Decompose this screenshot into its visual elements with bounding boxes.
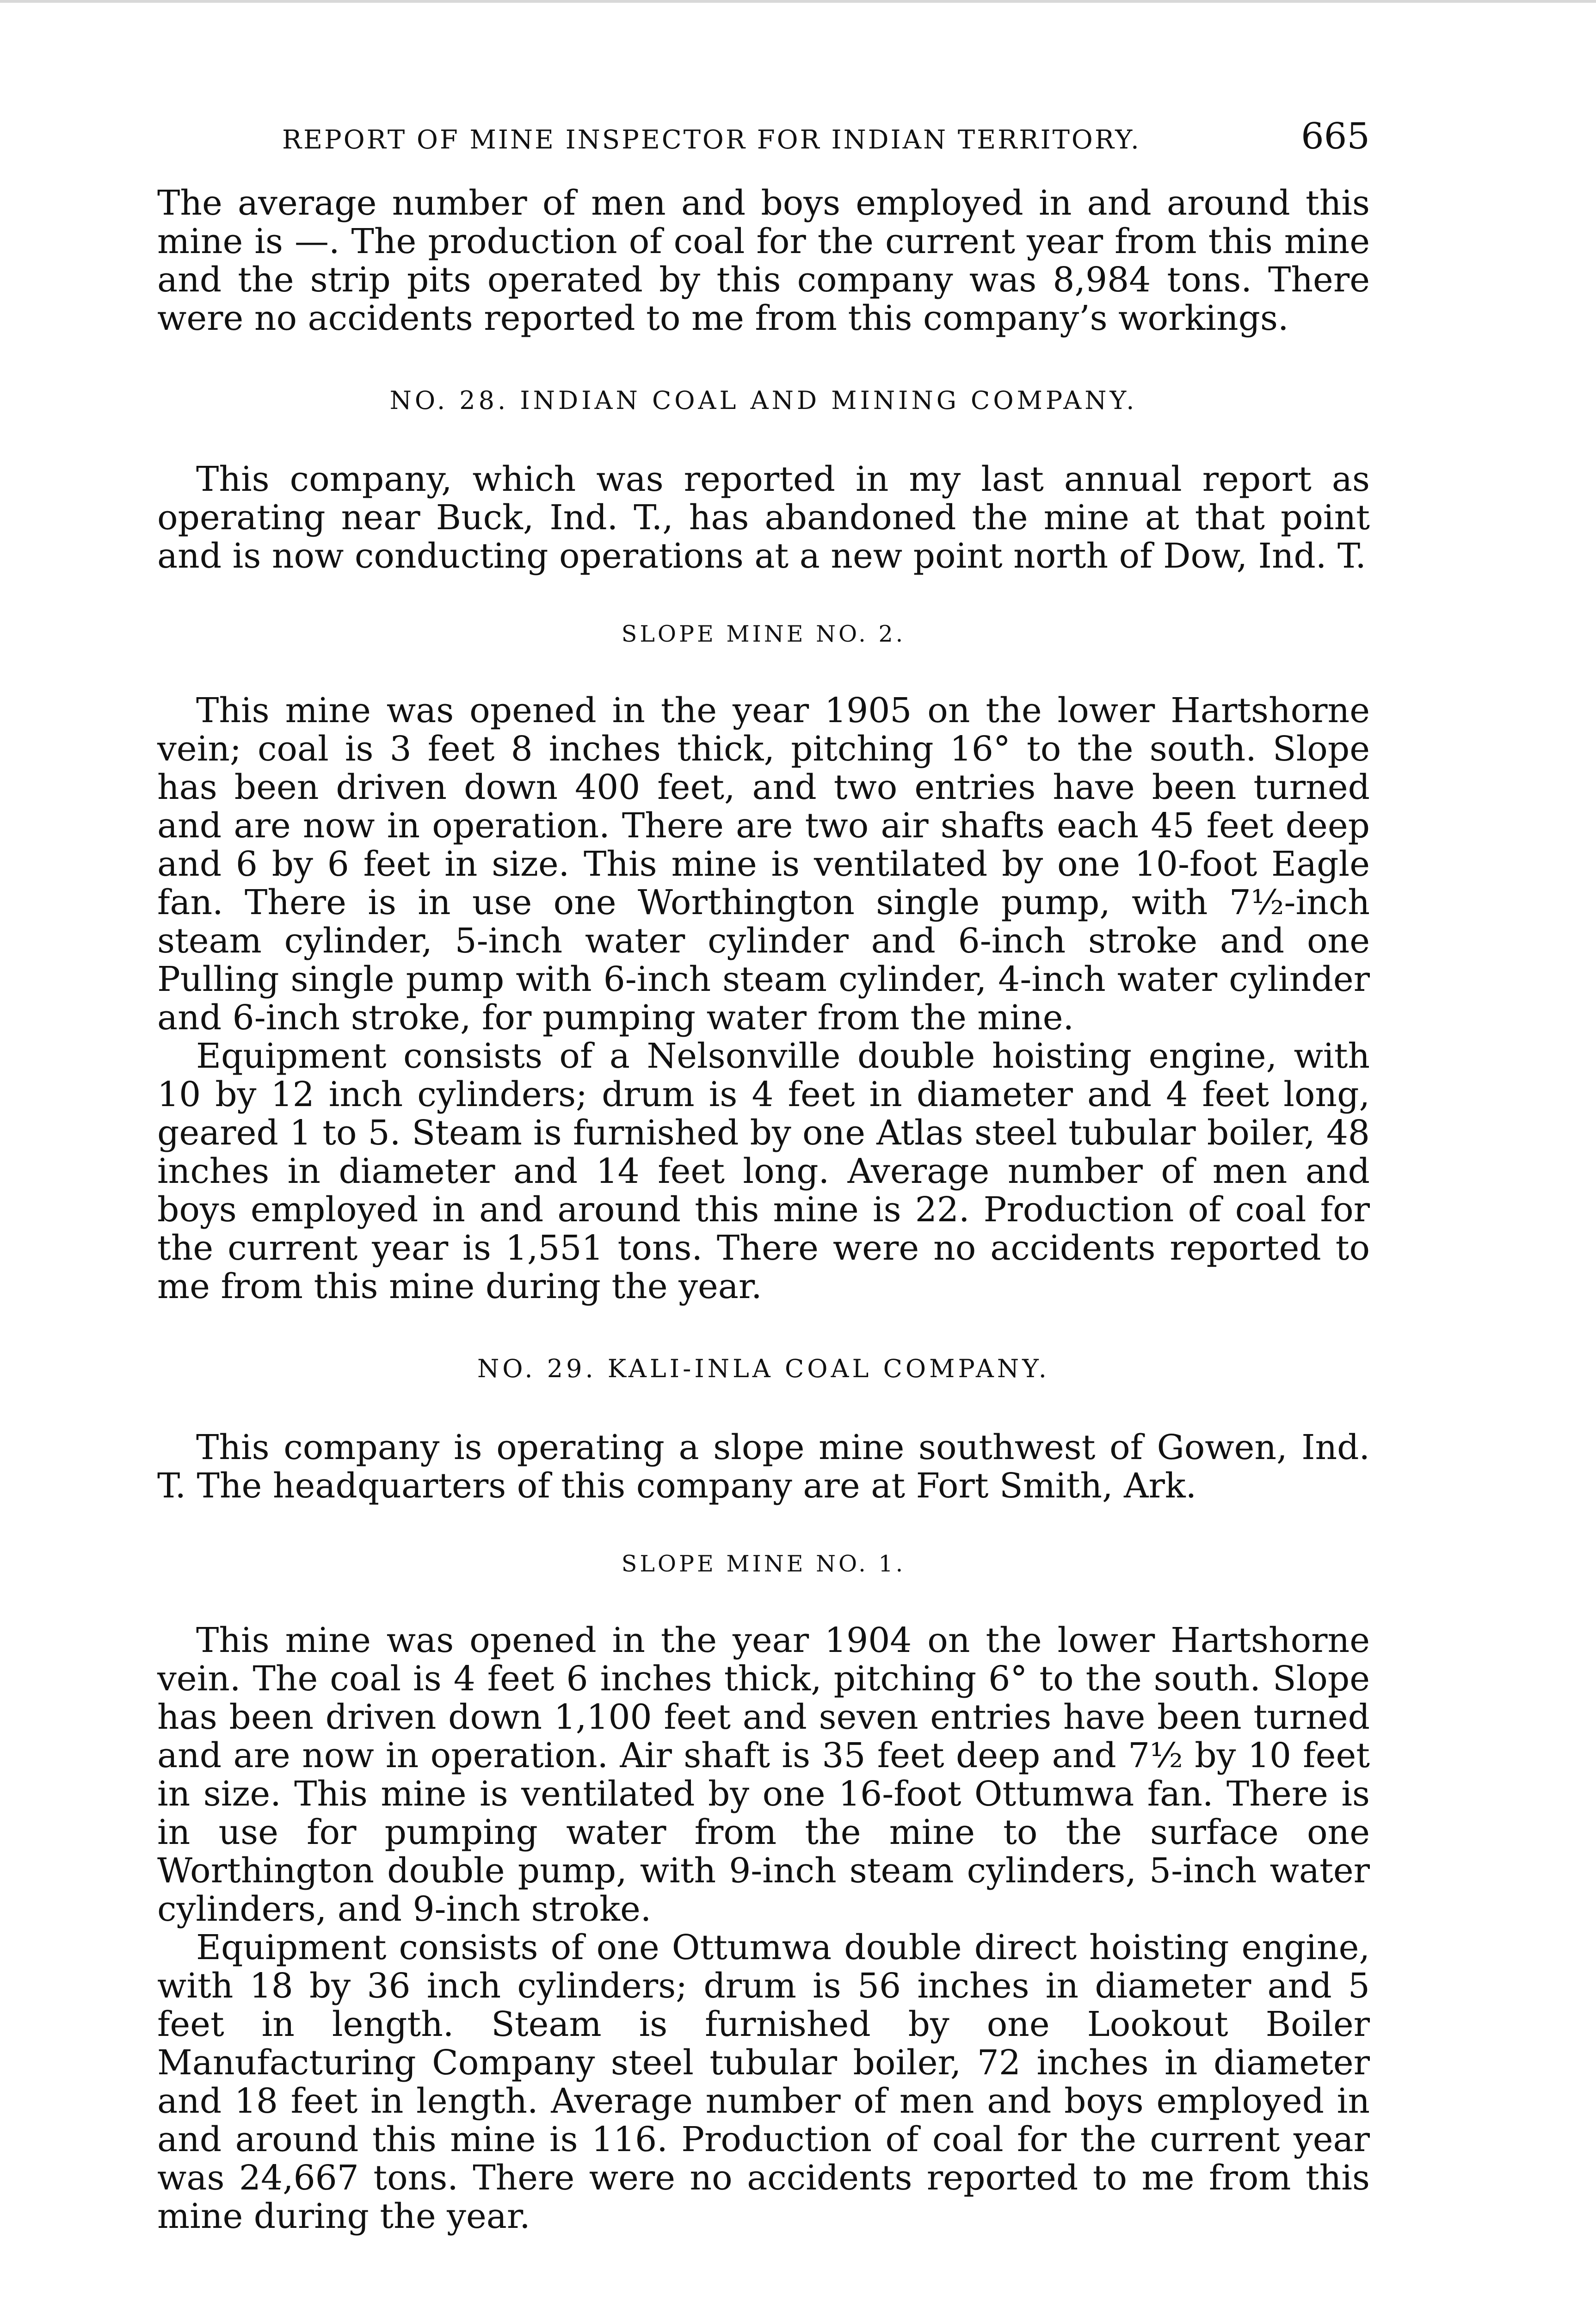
intro-paragraph: The average number of men and boys employed in and around this mine is —. The production of coal for the current year from this mine and the strip pits operated by this company was 8,984 tons. There were no accidents reported to me from this company’s workings.	[157, 183, 1370, 338]
page-header	[157, 111, 1370, 167]
company-28-title: NO. 28. INDIAN COAL AND MINING COMPANY.	[389, 386, 1138, 415]
scan-border-line	[0, 0, 1596, 3]
page-content	[157, 111, 1370, 2236]
company-29-paragraph: This company is operating a slope mine southwest of Gowen, Ind. T. The headquarters of this company are at Fort Smith, Ark.	[157, 1428, 1370, 1506]
slope-mine-1-title: SLOPE MINE NO. 1.	[621, 1551, 906, 1577]
company-29-title: NO. 29. KALI-INLA COAL COMPANY.	[477, 1354, 1050, 1383]
slope-mine-2-paragraph-1: This mine was opened in the year 1905 on the lower Hartshorne vein; coal is 3 feet 8 inches thick, pitching 16° to the south. Slope has been driven down 400 feet, and two entries have been turned and are now in operation. There are two air shafts each 45 feet deep and 6 by 6 feet in size. This mine is ventilated by one 10-foot Eagle fan. There is in use one Worthington single pump, with 7½-inch steam cylinder, 5-inch water cylinder and 6-inch stroke and one Pulling single pump with 6-inch steam cylinder, 4-inch water cylinder and 6-inch stroke, for pumping water from the mine.	[157, 691, 1370, 1038]
page-number: 665	[1301, 116, 1370, 157]
running-head: REPORT OF MINE INSPECTOR FOR INDIAN TERRITORY.	[282, 125, 1141, 155]
slope-mine-1-paragraph-2: Equipment consists of one Ottumwa double direct hoisting engine, with 18 by 36 inch cylinders; drum is 56 inches in diameter and 5 feet in length. Steam is furnished by one Lookout Boiler Manufacturing Company steel tubular boiler, 72 inches in diameter and 18 feet in length. Average number of men and boys employed in and around this mine is 116. Production of coal for the current year was 24,667 tons. There were no accidents reported to me from this mine during the year.	[157, 1928, 1370, 2236]
slope-mine-1-paragraph-1: This mine was opened in the year 1904 on the lower Hartshorne vein. The coal is 4 feet 6 inches thick, pitching 6° to the south. Slope has been driven down 1,100 feet and seven entries have been turned and are now in operation. Air shaft is 35 feet deep and 7½ by 10 feet in size. This mine is ventilated by one 16-foot Ottumwa fan. There is in use for pumping water from the mine to the surface one Worthington double pump, with 9-inch steam cylinders, 5-inch water cylinders, and 9-inch stroke.	[157, 1620, 1370, 1929]
company-28-paragraph: This company, which was reported in my last annual report as operating near Buck, Ind. T., has abandoned the mine at that point and is now conducting operations at a new point north of Dow, Ind. T.	[157, 459, 1370, 576]
slope-mine-2-title: SLOPE MINE NO. 2.	[621, 621, 906, 647]
slope-mine-2-paragraph-2: Equipment consists of a Nelsonville double hoisting engine, with 10 by 12 inch cylinders; drum is 4 feet in diameter and 4 feet long, geared 1 to 5. Steam is furnished by one Atlas steel tubular boiler, 48 inches in diameter and 14 feet long. Average number of men and boys employed in and around this mine is 22. Production of coal for the current year is 1,551 tons. There were no accidents reported to me from this mine during the year.	[157, 1036, 1370, 1306]
